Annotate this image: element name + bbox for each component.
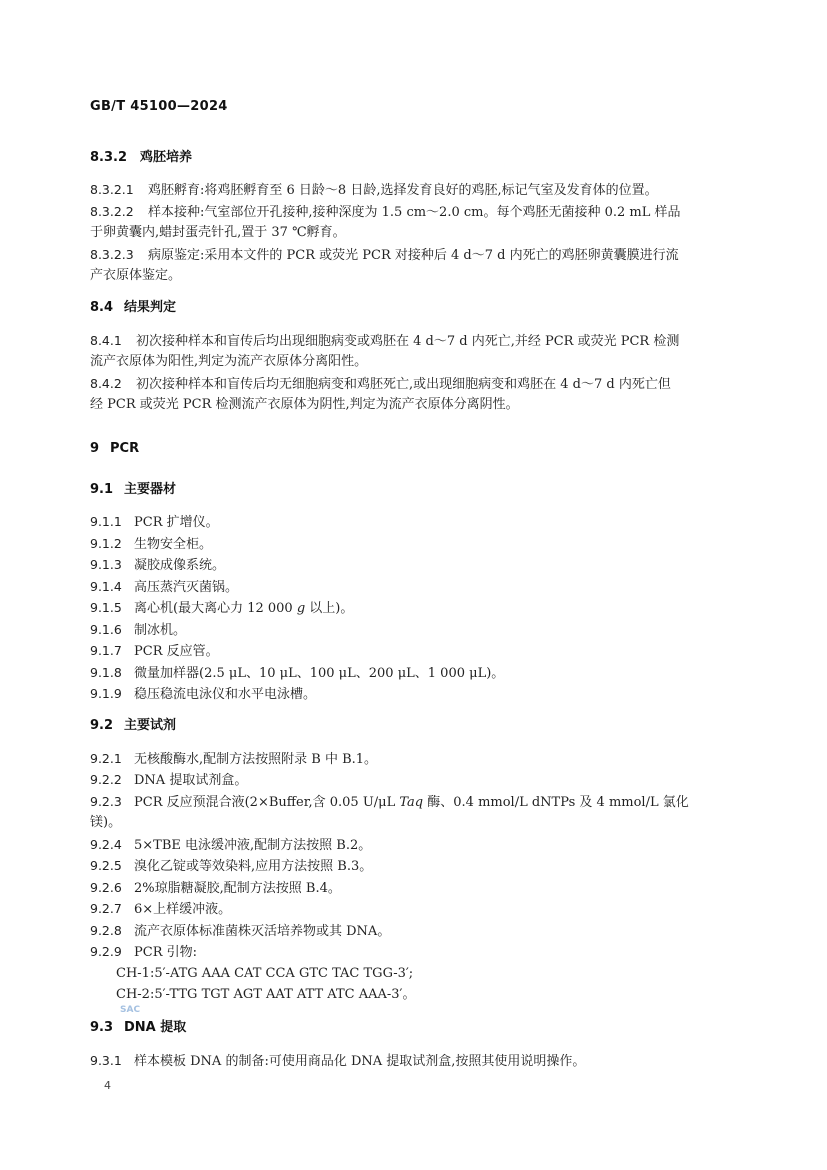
- list-item-9-2-1: 9.2.1 无核酸酶水,配制方法按照附录 B 中 B.1。: [90, 751, 378, 767]
- section-9-2-heading: 9.2 主要试剂: [90, 718, 177, 733]
- list-item-9-2-7: 9.2.7 6×上样缓冲液。: [90, 901, 232, 917]
- clause-8-4-2-continued: 经 PCR 或荧光 PCR 检测流产衣原体为阴性,判定为流产衣原体分离阴性。: [90, 397, 519, 412]
- section-8-3-2-heading: 8.3.2 鸡胚培养: [90, 150, 193, 165]
- section-9-heading: 9 PCR: [90, 441, 140, 456]
- clause-8-3-2-2: 8.3.2.2 样本接种:气室部位开孔接种,接种深度为 1.5 cm～2.0 cm。每个鸡胚无菌接种 0.2 mL 样品: [90, 204, 681, 220]
- list-item-9-2-5: 9.2.5 溴化乙锭或等效染料,应用方法按照 B.3。: [90, 858, 373, 874]
- list-item-9-1-8: 9.1.8 微量加样器(2.5 μL、10 μL、100 μL、200 μL、1 000 μL)。: [90, 665, 505, 681]
- list-item-9-1-6: 9.1.6 制冰机。: [90, 622, 187, 638]
- page-number: 4: [104, 1079, 111, 1092]
- primer-ch-1: CH-1:5′-ATG AAA CAT CCA GTC TAC TGG-3′;: [116, 966, 414, 981]
- sac-watermark: SAC: [120, 1005, 141, 1015]
- list-item-9-1-1: 9.1.1 PCR 扩增仪。: [90, 514, 219, 530]
- clause-8-3-2-3: 8.3.2.3 病原鉴定:采用本文件的 PCR 或荧光 PCR 对接种后 4 d～7 d 内死亡的鸡胚卵黄囊膜进行流: [90, 247, 679, 263]
- section-8-4-heading: 8.4 结果判定: [90, 300, 177, 315]
- clause-8-4-1: 8.4.1 初次接种样本和盲传后均出现细胞病变或鸡胚在 4 d～7 d 内死亡,并经 PCR 或荧光 PCR 检测: [90, 333, 680, 349]
- section-9-1-heading: 9.1 主要器材: [90, 482, 177, 497]
- clause-8-4-1-continued: 流产衣原体为阳性,判定为流产衣原体分离阳性。: [90, 354, 368, 369]
- list-item-9-1-3: 9.1.3 凝胶成像系统。: [90, 557, 226, 573]
- list-item-9-1-4: 9.1.4 高压蒸汽灭菌锅。: [90, 579, 239, 595]
- list-item-9-1-5: 9.1.5 离心机(最大离心力 12 000 g 以上)。: [90, 600, 354, 616]
- list-item-9-1-7: 9.1.7 PCR 反应管。: [90, 643, 219, 659]
- clause-8-3-2-3-continued: 产衣原体鉴定。: [90, 268, 182, 283]
- clause-8-3-2-1: 8.3.2.1 鸡胚孵育:将鸡胚孵育至 6 日龄～8 日龄,选择发育良好的鸡胚,标记气室及发育体的位置。: [90, 182, 658, 198]
- primer-ch-2: CH-2:5′-TTG TGT AGT AAT ATT ATC AAA-3′。: [116, 987, 416, 1002]
- list-item-9-2-6: 9.2.6 2%琼脂糖凝胶,配制方法按照 B.4。: [90, 880, 341, 896]
- list-item-9-2-9: 9.2.9 PCR 引物:: [90, 944, 197, 960]
- list-item-9-2-3: 9.2.3 PCR 反应预混合液(2×Buffer,含 0.05 U/μL Taq 酶、0.4 mmol/L dNTPs 及 4 mmol/L 氯化: [90, 794, 689, 810]
- clause-8-4-2: 8.4.2 初次接种样本和盲传后均无细胞病变和鸡胚死亡,或出现细胞病变和鸡胚在 4 d～7 d 内死亡但: [90, 376, 671, 392]
- list-item-9-2-2: 9.2.2 DNA 提取试剂盒。: [90, 772, 248, 788]
- list-item-9-1-2: 9.1.2 生物安全柜。: [90, 536, 213, 552]
- section-9-3-heading: 9.3 DNA 提取: [90, 1020, 187, 1035]
- clause-9-3-1: 9.3.1 样本模板 DNA 的制备:可使用商品化 DNA 提取试剂盒,按照其使用说明操作。: [90, 1053, 586, 1069]
- list-item-9-2-8: 9.2.8 流产衣原体标准菌株灭活培养物或其 DNA。: [90, 923, 391, 939]
- list-item-9-2-4: 9.2.4 5×TBE 电泳缓冲液,配制方法按照 B.2。: [90, 837, 372, 853]
- clause-8-3-2-2-continued: 于卵黄囊内,蜡封蛋壳针孔,置于 37 ℃孵育。: [90, 225, 346, 240]
- list-item-9-2-3-continued: 镁)。: [90, 815, 122, 830]
- standard-code-header: GB/T 45100—2024: [90, 99, 228, 114]
- list-item-9-1-9: 9.1.9 稳压稳流电泳仪和水平电泳槽。: [90, 686, 317, 702]
